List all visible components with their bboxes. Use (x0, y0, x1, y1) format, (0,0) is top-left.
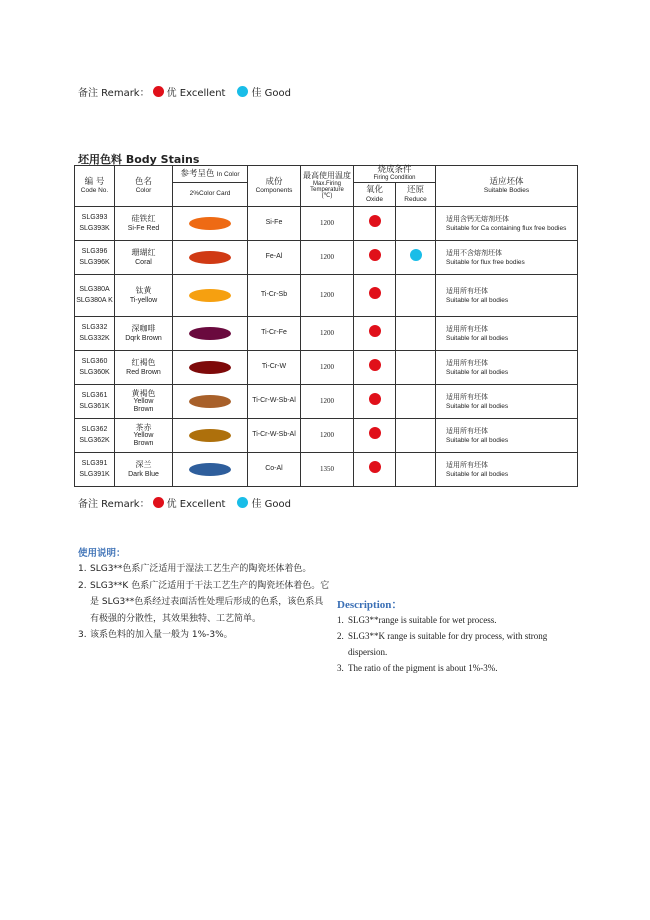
color-name-cell (115, 275, 173, 317)
description-item (337, 628, 582, 660)
color-card-cell (173, 385, 248, 419)
bodies-en: Suitable for all bodies (446, 470, 509, 478)
oxide-rating-dot-icon (369, 359, 381, 371)
code-cell (75, 317, 115, 351)
header-firing-cn: 烧成条件 (377, 165, 412, 176)
color-name-cell (115, 453, 173, 487)
color-card-cell (173, 207, 248, 241)
header-components (248, 166, 301, 207)
code-cell (75, 385, 115, 419)
header-code-en: Code No. (80, 187, 109, 195)
header-firing (354, 166, 436, 183)
header-temp-cn: 最高使用温度 (303, 171, 351, 181)
remark-legend-bottom (78, 495, 291, 510)
code-k: SLG360K (79, 368, 110, 376)
code-k: SLG332K (79, 334, 110, 342)
oxide-cell (354, 275, 396, 317)
oxide-cell (354, 207, 396, 241)
components-cell: Ti-Cr-W-Sb-Al (248, 385, 301, 419)
code-k: SLG362K (79, 436, 110, 444)
usage-title: 使用说明： (78, 548, 126, 559)
reduce-cell (396, 241, 436, 275)
color-name-cn: 珊瑚红 (131, 247, 156, 257)
color-name-en: Red Brown (126, 369, 161, 377)
reduce-cell (396, 207, 436, 241)
excellent-dot-icon (153, 86, 164, 97)
oxide-cell (354, 351, 396, 385)
header-code (75, 166, 115, 207)
bodies-cn: 适用所有坯体 (446, 426, 488, 435)
code-k: SLG396K (79, 258, 110, 266)
usage-item-number: 2. (78, 580, 87, 591)
oxide-rating-dot-icon (369, 325, 381, 337)
bodies-cn: 适用所有坯体 (446, 460, 488, 469)
color-name-en: Yellow Brown (133, 398, 154, 414)
good-dot-icon (237, 497, 248, 508)
code-k: SLG361K (79, 402, 110, 410)
color-name-cn: 钛黄 (135, 285, 152, 295)
bodies-cn: 适用所有坯体 (446, 324, 488, 333)
usage-item (78, 578, 330, 628)
color-name-cell (115, 317, 173, 351)
header-bodies (436, 166, 578, 207)
color-swatch (189, 361, 231, 374)
header-color-cn: 色名 (134, 176, 152, 187)
excellent-dot-icon (153, 497, 164, 508)
components-cell: Ti-Cr-W (248, 351, 301, 385)
oxide-cell (354, 241, 396, 275)
header-reduce (396, 183, 436, 207)
color-name-en: Yellow Brown (133, 432, 154, 448)
color-name-en: Dark Blue (128, 471, 159, 479)
bodies-cell (436, 385, 578, 419)
bodies-en: Suitable for all bodies (446, 402, 509, 410)
reduce-cell (396, 419, 436, 453)
oxide-rating-dot-icon (369, 393, 381, 405)
description-item (337, 660, 582, 676)
header-card-bottom (173, 183, 248, 207)
table-row (75, 317, 578, 351)
temperature-cell: 1200 (301, 385, 354, 419)
header-components-en: Components (255, 187, 293, 195)
color-card-cell (173, 317, 248, 351)
header-code-cn: 编 号 (84, 176, 105, 187)
color-name-cn: 黄褐色 (131, 388, 156, 398)
code-primary: SLG361 (81, 392, 108, 400)
description-item (337, 612, 582, 628)
oxide-rating-dot-icon (369, 215, 381, 227)
bodies-cn: 适用所有坯体 (446, 392, 488, 401)
bodies-cell (436, 419, 578, 453)
code-primary: SLG396 (81, 248, 108, 256)
reduce-cell (396, 351, 436, 385)
bodies-cn: 适用不含熔剂坯体 (446, 248, 502, 257)
temperature-cell: 1200 (301, 317, 354, 351)
color-name-cell (115, 241, 173, 275)
color-card-cell (173, 351, 248, 385)
good-dot-icon (237, 86, 248, 97)
reduce-cell (396, 453, 436, 487)
code-primary: SLG380A (79, 286, 110, 294)
remark-label: 备注 Remark： (78, 88, 150, 99)
table-row (75, 419, 578, 453)
code-cell (75, 453, 115, 487)
bodies-cell (436, 317, 578, 351)
table-row (75, 453, 578, 487)
table-row (75, 351, 578, 385)
code-cell (75, 275, 115, 317)
color-swatch (189, 251, 231, 264)
code-cell (75, 351, 115, 385)
code-k: SLG391K (79, 470, 110, 478)
description-item-text: The ratio of the pigment is about 1%-3%. (348, 663, 498, 673)
bodies-en: Suitable for flux free bodies (446, 258, 525, 266)
color-name-cn: 茶赤 (135, 422, 152, 432)
code-cell (75, 419, 115, 453)
oxide-rating-dot-icon (369, 249, 381, 261)
oxide-rating-dot-icon (369, 427, 381, 439)
description-item-number: 3. (337, 663, 344, 673)
code-k: SLG380A K (76, 296, 113, 304)
bodies-en: Suitable for all bodies (446, 368, 509, 376)
temperature-cell: 1350 (301, 453, 354, 487)
color-swatch (189, 429, 231, 442)
bodies-cell (436, 241, 578, 275)
usage-item-text: 该系色料的加入量一般为 1%-3%。 (90, 630, 233, 640)
oxide-rating-dot-icon (369, 287, 381, 299)
components-cell: Ti-Cr-W-Sb-Al (248, 419, 301, 453)
header-bodies-en: Suitable Bodies (483, 187, 530, 195)
color-card-cell (173, 241, 248, 275)
components-cell: Fe-Al (248, 241, 301, 275)
bodies-cn: 适用所有坯体 (446, 358, 488, 367)
color-name-cell (115, 207, 173, 241)
header-color-en: Color (135, 187, 152, 195)
good-label: 佳 Good (251, 499, 291, 510)
header-card-en: 2%Color Card (189, 190, 231, 198)
code-k: SLG393K (79, 224, 110, 232)
header-bodies-cn: 适应坯体 (489, 176, 524, 187)
bodies-cell (436, 275, 578, 317)
color-name-cn: 红褐色 (131, 357, 156, 367)
good-label: 佳 Good (251, 88, 291, 99)
description-item-number: 2. (337, 631, 344, 641)
temperature-cell: 1200 (301, 241, 354, 275)
description-title: Description： (337, 599, 403, 611)
code-primary: SLG362 (81, 426, 108, 434)
section-title: 坯用色料 Body Stains (78, 153, 200, 166)
table-row (75, 275, 578, 317)
reduce-cell (396, 317, 436, 351)
remark-label: 备注 Remark： (78, 499, 150, 510)
oxide-cell (354, 317, 396, 351)
bodies-cell (436, 207, 578, 241)
body-stains-table (74, 165, 578, 487)
usage-list (78, 561, 330, 644)
header-temp-en: Max.Firing Temperature (310, 180, 344, 194)
reduce-cell (396, 275, 436, 317)
table-row (75, 241, 578, 275)
code-primary: SLG332 (81, 324, 108, 332)
temperature-cell: 1200 (301, 275, 354, 317)
header-oxide-cn: 氧化 (365, 185, 383, 196)
color-swatch (189, 463, 231, 476)
oxide-cell (354, 385, 396, 419)
oxide-cell (354, 419, 396, 453)
color-card-cell (173, 453, 248, 487)
color-swatch (189, 289, 231, 302)
color-card-cell (173, 275, 248, 317)
bodies-cn: 适用所有坯体 (446, 286, 488, 295)
header-card-top (173, 166, 248, 183)
header-oxide-en: Oxide (366, 195, 383, 203)
color-swatch (189, 217, 231, 230)
table-row (75, 385, 578, 419)
code-primary: SLG360 (81, 358, 108, 366)
components-cell: Co-Al (248, 453, 301, 487)
description-list (337, 612, 582, 676)
header-reduce-cn: 还原 (406, 185, 424, 196)
code-cell (75, 241, 115, 275)
header-reduce-en: Reduce (404, 195, 427, 203)
bodies-en: Suitable for Ca containing flux free bodies (446, 224, 567, 232)
header-temperature (301, 166, 354, 207)
reduce-rating-dot-icon (410, 249, 422, 261)
bodies-en: Suitable for all bodies (446, 296, 509, 304)
header-card-cn: 参考呈色 (180, 168, 215, 179)
components-cell: Si-Fe (248, 207, 301, 241)
color-name-cn: 深咖啡 (131, 323, 156, 333)
color-name-cell (115, 385, 173, 419)
bodies-cn: 适用含钙无熔剂坯体 (446, 214, 509, 223)
usage-item-text: SLG3**K 色系广泛适用于干法工艺生产的陶瓷坯体着色。它是 SLG3**色系经过表面活性处理后形成的色系，该色系具有极强的分散性，其效果独特、工艺简单。 (90, 580, 330, 624)
temperature-cell: 1200 (301, 419, 354, 453)
usage-item (78, 561, 330, 578)
header-color (115, 166, 173, 207)
color-name-cell (115, 351, 173, 385)
color-name-en: Coral (135, 259, 152, 267)
color-name-cn: 深兰 (135, 459, 152, 469)
header-card-cn-en: In Color (216, 170, 240, 178)
bodies-en: Suitable for all bodies (446, 436, 509, 444)
color-name-en: Ti-yellow (129, 297, 158, 305)
color-name-cell (115, 419, 173, 453)
code-primary: SLG393 (81, 214, 108, 222)
description-item-number: 1. (337, 615, 344, 625)
usage-item-number: 1. (78, 564, 87, 574)
excellent-label: 优 Excellent (166, 499, 226, 510)
bodies-en: Suitable for all bodies (446, 334, 509, 342)
usage-item-number: 3. (78, 630, 87, 640)
color-name-cn: 硅铁红 (131, 213, 156, 223)
remark-legend-top (78, 84, 291, 99)
color-card-cell (173, 419, 248, 453)
color-swatch (189, 327, 231, 340)
table-row (75, 207, 578, 241)
code-primary: SLG391 (81, 460, 108, 468)
components-cell: Ti-Cr-Fe (248, 317, 301, 351)
oxide-rating-dot-icon (369, 461, 381, 473)
reduce-cell (396, 385, 436, 419)
color-name-en: Si-Fe Red (127, 225, 160, 233)
usage-item (78, 627, 330, 644)
temperature-cell: 1200 (301, 207, 354, 241)
description-item-text: SLG3**K range is suitable for dry process, with strong dispersion. (348, 631, 548, 657)
temperature-cell: 1200 (301, 351, 354, 385)
header-components-cn: 成份 (265, 176, 283, 187)
bodies-cell (436, 453, 578, 487)
oxide-cell (354, 453, 396, 487)
color-name-en: Dqrk Brown (125, 335, 162, 343)
header-firing-en: Firing Condition (373, 175, 416, 182)
code-cell (75, 207, 115, 241)
header-temp-unit: (℃) (321, 193, 333, 200)
components-cell: Ti-Cr-Sb (248, 275, 301, 317)
usage-item-text: SLG3**色系广泛适用于湿法工艺生产的陶瓷坯体着色。 (90, 564, 312, 574)
description-item-text: SLG3**range is suitable for wet process. (348, 615, 497, 625)
header-oxide (354, 183, 396, 207)
bodies-cell (436, 351, 578, 385)
color-swatch (189, 395, 231, 408)
excellent-label: 优 Excellent (166, 88, 226, 99)
